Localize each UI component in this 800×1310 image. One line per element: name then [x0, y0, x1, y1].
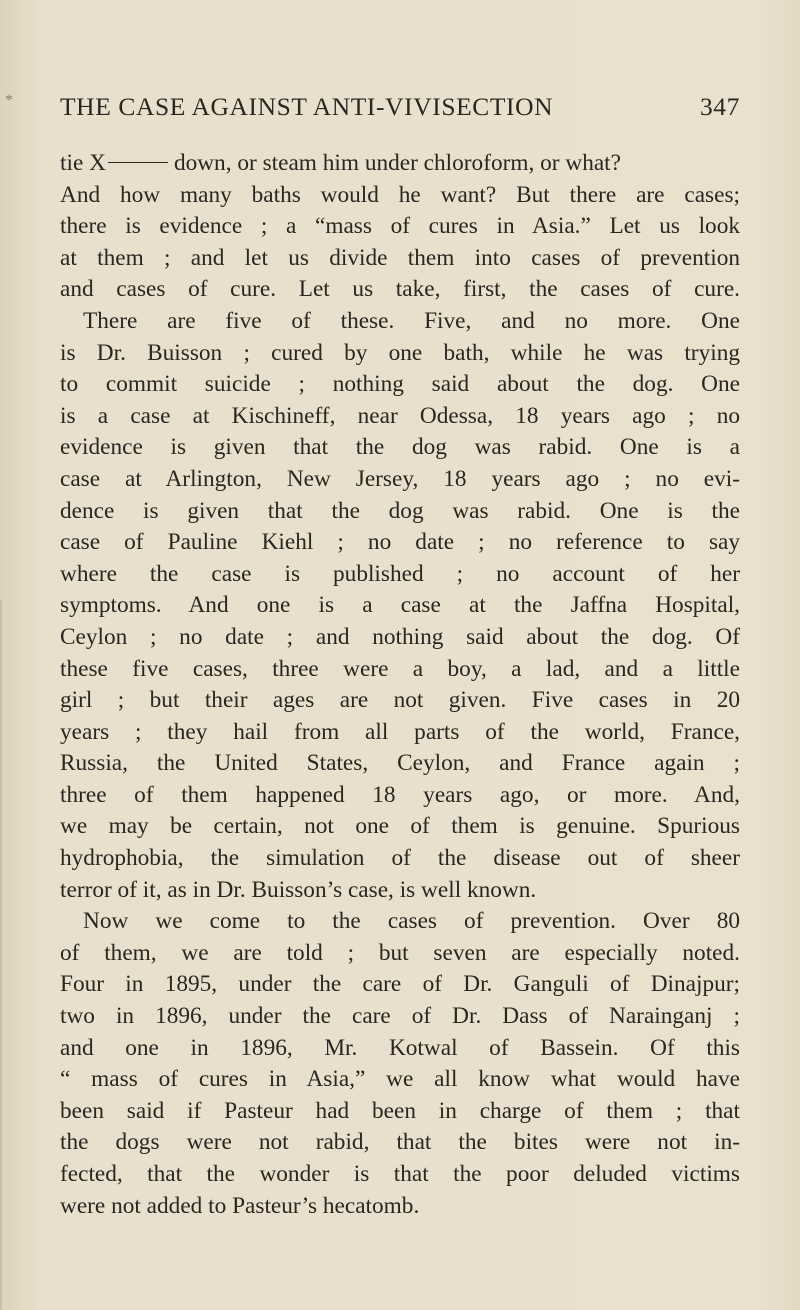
- text-line: fected, that the wonder is that the poor deluded victims: [60, 1161, 740, 1187]
- page-gutter-shadow: [0, 600, 2, 1310]
- text-line: terror of it, as in Dr. Buisson’s case, is well known.: [60, 876, 537, 903]
- text-line-rest: down, or steam him under chloroform, or what?: [173, 150, 621, 176]
- text-line: evidence is given that the dog was rabid. One is a: [60, 434, 740, 461]
- text-line: Four in 1895, under the care of Dr. Ganguli of Dinajpur;: [60, 971, 740, 998]
- text-line: were not added to Pasteur’s hecatomb.: [60, 1192, 420, 1219]
- running-header: [60, 92, 740, 128]
- text-line: of them, we are told ; but seven are especially noted.: [60, 939, 740, 966]
- text-line: the dogs were not rabid, that the bites were not in-: [60, 1129, 740, 1156]
- text-line: There are five of these. Five, and no more. One: [83, 307, 740, 334]
- text-line: is a case at Kischineff, near Odessa, 18 years ago ; no: [60, 402, 740, 429]
- text-line: been said if Pasteur had been in charge of them ; that: [60, 1097, 740, 1124]
- text-line: And how many baths would he want? But there are cases;: [60, 181, 740, 208]
- em-dash-rule: [108, 162, 168, 163]
- text-line: where the case is published ; no account of her: [60, 560, 740, 587]
- text-line-start: tie X: [60, 150, 106, 176]
- text-line: Now we come to the cases of prevention. Over 80: [83, 908, 740, 935]
- text-line: dence is given that the dog was rabid. One is the: [60, 497, 740, 524]
- text-line: at them ; and let us divide them into cases of prevention: [60, 244, 740, 271]
- text-line: “ mass of cures in Asia,” we all know what would have: [60, 1066, 740, 1093]
- text-line: we may be certain, not one of them is genuine. Spurious: [60, 813, 740, 840]
- text-line: [60, 148, 740, 180]
- body-text: [60, 148, 740, 1222]
- text-line: three of them happened 18 years ago, or more. And,: [60, 781, 740, 808]
- text-line: Ceylon ; no date ; and nothing said about the dog. Of: [60, 623, 740, 650]
- text-line: is Dr. Buisson ; cured by one bath, while he was trying: [60, 339, 740, 366]
- text-line: case at Arlington, New Jersey, 18 years ago ; no evi-: [60, 465, 740, 492]
- page-number: 347: [699, 92, 740, 121]
- text-line: Russia, the United States, Ceylon, and France again ;: [60, 750, 740, 777]
- text-line: case of Pauline Kiehl ; no date ; no reference to say: [60, 529, 740, 556]
- text-line: these five cases, three were a boy, a lad, and a little: [60, 655, 740, 682]
- text-line: to commit suicide ; nothing said about the dog. One: [60, 371, 740, 398]
- text-line: there is evidence ; a “mass of cures in Asia.” Let us look: [60, 213, 740, 240]
- text-line: and one in 1896, Mr. Kotwal of Bassein. Of this: [60, 1034, 740, 1061]
- running-header-title: THE CASE AGAINST ANTI-VIVISECTION: [60, 92, 554, 121]
- text-line: girl ; but their ages are not given. Five cases in 20: [60, 687, 740, 714]
- text-line: hydrophobia, the simulation of the disease out of sheer: [60, 845, 740, 872]
- text-line: years ; they hail from all parts of the world, France,: [60, 718, 740, 745]
- text-line: symptoms. And one is a case at the Jaffna Hospital,: [60, 592, 740, 619]
- margin-mark: *: [5, 92, 13, 109]
- text-line: and cases of cure. Let us take, first, the cases of cure.: [60, 276, 740, 303]
- text-line: two in 1896, under the care of Dr. Dass of Narainganj ;: [60, 1003, 740, 1030]
